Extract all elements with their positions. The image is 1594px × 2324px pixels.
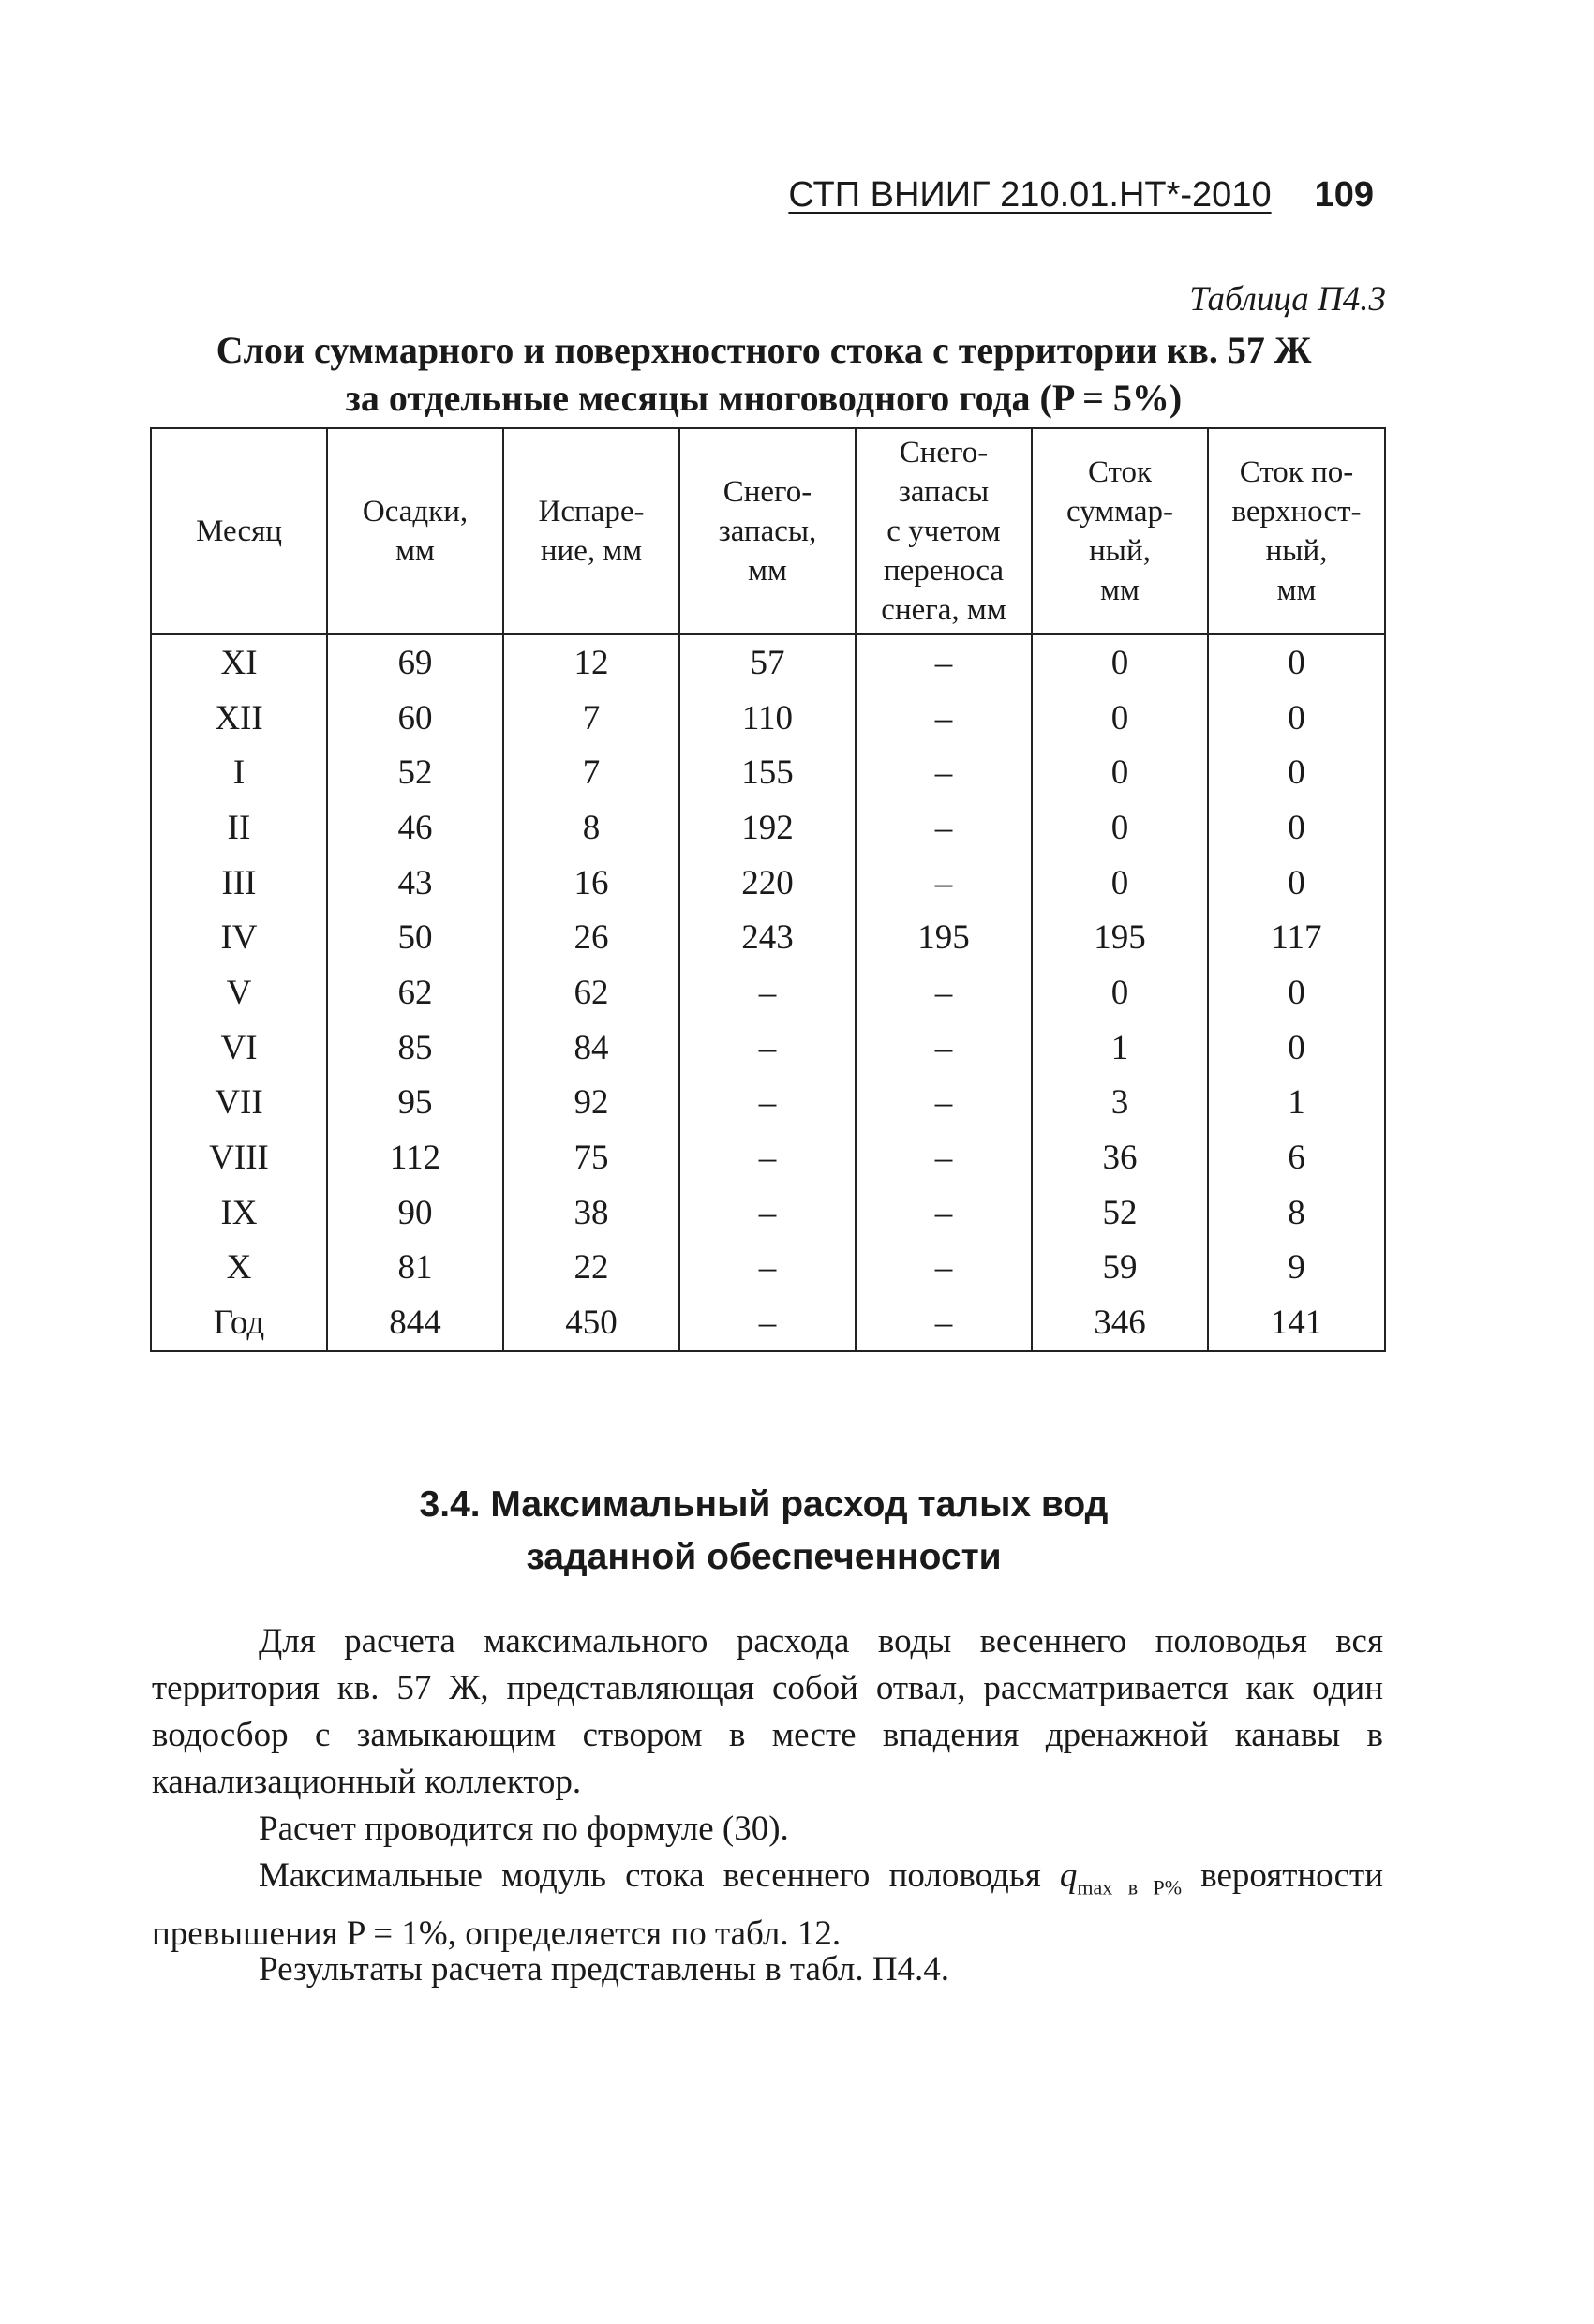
value-cell: 1 xyxy=(1208,1076,1385,1131)
value-cell: 95 xyxy=(327,1076,503,1131)
value-cell: 84 xyxy=(503,1020,679,1076)
column-header-line: ный, xyxy=(1265,534,1328,568)
value-cell: – xyxy=(856,800,1032,856)
month-cell: X xyxy=(151,1241,327,1296)
table-body xyxy=(151,634,1385,1351)
value-cell: 0 xyxy=(1032,745,1208,800)
section-heading-line-2: заданной обеспеченности xyxy=(526,1537,1002,1577)
month-cell: III xyxy=(151,856,327,911)
column-header-line: переноса xyxy=(883,554,1005,588)
value-cell: 81 xyxy=(327,1241,503,1296)
column-header-line: верхност- xyxy=(1231,495,1362,529)
month-cell: VII xyxy=(151,1076,327,1131)
running-header xyxy=(788,167,1374,223)
table-header xyxy=(151,428,1385,634)
value-cell: 57 xyxy=(679,634,856,691)
value-cell: 3 xyxy=(1032,1076,1208,1131)
table-row xyxy=(151,691,1385,746)
month-cell: VI xyxy=(151,1020,327,1076)
value-cell: 26 xyxy=(503,910,679,965)
value-cell: 69 xyxy=(327,634,503,691)
value-cell: 43 xyxy=(327,856,503,911)
value-cell: 75 xyxy=(503,1130,679,1185)
value-cell: – xyxy=(856,1020,1032,1076)
column-header-line: Снего- xyxy=(899,436,989,469)
month-cell: VIII xyxy=(151,1130,327,1185)
document-code: СТП ВНИИГ 210.01.НТ*-2010 xyxy=(788,174,1272,215)
page-number: 109 xyxy=(1314,174,1374,215)
column-header-line: запасы, xyxy=(718,514,817,548)
value-cell: 59 xyxy=(1032,1241,1208,1296)
value-cell: 192 xyxy=(679,800,856,856)
table-row xyxy=(151,1076,1385,1131)
column-header xyxy=(856,428,1032,634)
column-header-line: с учетом xyxy=(886,514,1001,548)
value-cell: 22 xyxy=(503,1241,679,1296)
value-cell: 844 xyxy=(327,1295,503,1351)
column-header xyxy=(1208,428,1385,634)
table-row xyxy=(151,800,1385,856)
table-row xyxy=(151,1295,1385,1351)
column-header-line: Испаре- xyxy=(538,495,645,529)
month-cell: XI xyxy=(151,634,327,691)
column-header-line: суммар- xyxy=(1066,495,1173,529)
table-title-line-1: Слои суммарного и поверхностного стока с территории кв. 57 Ж xyxy=(216,329,1312,371)
paragraph-results: Результаты расчета представлены в табл. П4.4. xyxy=(259,1950,950,1989)
table-row xyxy=(151,1241,1385,1296)
value-cell: 0 xyxy=(1208,800,1385,856)
table-row xyxy=(151,1130,1385,1185)
value-cell: 9 xyxy=(1208,1241,1385,1296)
runoff-table xyxy=(150,427,1386,1352)
section-heading-line-1: 3.4. Максимальный расход талых вод xyxy=(419,1484,1109,1525)
value-cell: 50 xyxy=(327,910,503,965)
value-cell: – xyxy=(679,1295,856,1351)
value-cell: 155 xyxy=(679,745,856,800)
column-header-line: запасы xyxy=(898,475,990,509)
value-cell: 52 xyxy=(1032,1185,1208,1241)
column-header-line: мм xyxy=(395,534,435,568)
value-cell: 0 xyxy=(1032,691,1208,746)
value-cell: 38 xyxy=(503,1185,679,1241)
value-cell: – xyxy=(679,1076,856,1131)
value-cell: 16 xyxy=(503,856,679,911)
value-cell: 60 xyxy=(327,691,503,746)
value-cell: 0 xyxy=(1208,691,1385,746)
value-cell: – xyxy=(856,1185,1032,1241)
table-row xyxy=(151,910,1385,965)
value-cell: 0 xyxy=(1208,634,1385,691)
value-cell: – xyxy=(856,1076,1032,1131)
value-cell: 1 xyxy=(1032,1020,1208,1076)
value-cell: 220 xyxy=(679,856,856,911)
value-cell: 92 xyxy=(503,1076,679,1131)
column-header-line: мм xyxy=(1100,574,1140,607)
value-cell: 8 xyxy=(503,800,679,856)
column-header-line: Осадки, xyxy=(362,495,469,529)
month-cell: XII xyxy=(151,691,327,746)
value-cell: – xyxy=(679,1241,856,1296)
month-cell: IX xyxy=(151,1185,327,1241)
value-cell: 62 xyxy=(503,965,679,1020)
table-label: Таблица П4.3 xyxy=(1189,280,1386,319)
value-cell: 0 xyxy=(1208,965,1385,1020)
table-row xyxy=(151,745,1385,800)
table-row xyxy=(151,634,1385,691)
column-header-line: Снего- xyxy=(723,475,812,509)
table-row xyxy=(151,856,1385,911)
value-cell: – xyxy=(856,856,1032,911)
month-cell: IV xyxy=(151,910,327,965)
value-cell: – xyxy=(679,1185,856,1241)
value-cell: – xyxy=(856,634,1032,691)
column-header xyxy=(503,428,679,634)
paragraph-catchment: Для расчета максимального расхода воды весеннего половодья вся территория кв. 57 Ж, представляющая собой отвал, рассматривается как один водосбор с замыкающим створом в месте впадения дренажной канавы в канализационный коллектор. xyxy=(152,1622,1383,1801)
column-header-line: Сток по- xyxy=(1239,455,1354,489)
column-header-line: ние, мм xyxy=(540,534,643,568)
value-cell: 46 xyxy=(327,800,503,856)
column-header-line: мм xyxy=(1276,574,1317,607)
value-cell: – xyxy=(856,745,1032,800)
value-cell: 110 xyxy=(679,691,856,746)
value-cell: 12 xyxy=(503,634,679,691)
month-cell: Год xyxy=(151,1295,327,1351)
column-header-line: снега, мм xyxy=(881,593,1006,627)
value-cell: 0 xyxy=(1208,745,1385,800)
column-header-line: ный, xyxy=(1089,534,1151,568)
value-cell: 7 xyxy=(503,691,679,746)
value-cell: 6 xyxy=(1208,1130,1385,1185)
column-header-line: Месяц xyxy=(196,514,282,548)
value-cell: 195 xyxy=(856,910,1032,965)
value-cell: 346 xyxy=(1032,1295,1208,1351)
q-max-variable xyxy=(1059,1856,1183,1899)
value-cell: 90 xyxy=(327,1185,503,1241)
table-row xyxy=(151,1020,1385,1076)
paragraph-formula: Расчет проводится по формуле (30). xyxy=(259,1810,789,1848)
value-cell: 0 xyxy=(1032,634,1208,691)
value-cell: 62 xyxy=(327,965,503,1020)
table-title xyxy=(141,326,1387,422)
table-row xyxy=(151,965,1385,1020)
value-cell: – xyxy=(856,965,1032,1020)
column-header xyxy=(151,428,327,634)
value-cell: 0 xyxy=(1208,1020,1385,1076)
month-cell: II xyxy=(151,800,327,856)
value-cell: – xyxy=(856,691,1032,746)
value-cell: 0 xyxy=(1032,800,1208,856)
column-header xyxy=(679,428,856,634)
table-header-row xyxy=(151,428,1385,634)
value-cell: 450 xyxy=(503,1295,679,1351)
paragraph-runoff-modulus-end: вероятности превышения P = 1%, определяется по табл. 12. xyxy=(152,1856,1384,1954)
column-header-line: Сток xyxy=(1087,455,1153,489)
column-header-line: мм xyxy=(748,554,787,588)
value-cell: 0 xyxy=(1032,856,1208,911)
value-cell: – xyxy=(856,1241,1032,1296)
value-cell: 0 xyxy=(1032,965,1208,1020)
value-cell: 7 xyxy=(503,745,679,800)
value-cell: 112 xyxy=(327,1130,503,1185)
paragraph-runoff-modulus-start: Максимальные модуль стока весеннего половодья xyxy=(259,1856,1060,1895)
value-cell: 195 xyxy=(1032,910,1208,965)
value-cell: 36 xyxy=(1032,1130,1208,1185)
value-cell: – xyxy=(856,1295,1032,1351)
q-max-subscript: max в P% xyxy=(1077,1875,1183,1899)
column-header xyxy=(1032,428,1208,634)
value-cell: – xyxy=(679,965,856,1020)
value-cell: 0 xyxy=(1208,856,1385,911)
value-cell: – xyxy=(679,1130,856,1185)
table-title-line-2: за отдельные месяцы многоводного года (P = 5%) xyxy=(345,377,1183,419)
section-heading xyxy=(141,1479,1387,1584)
value-cell: 141 xyxy=(1208,1295,1385,1351)
value-cell: 52 xyxy=(327,745,503,800)
month-cell: I xyxy=(151,745,327,800)
value-cell: – xyxy=(679,1020,856,1076)
value-cell: – xyxy=(856,1130,1032,1185)
value-cell: 243 xyxy=(679,910,856,965)
month-cell: V xyxy=(151,965,327,1020)
paragraph-runoff-modulus xyxy=(152,1853,1383,1958)
value-cell: 8 xyxy=(1208,1185,1385,1241)
table-row xyxy=(151,1185,1385,1241)
value-cell: 85 xyxy=(327,1020,503,1076)
q-variable: q xyxy=(1059,1856,1078,1895)
column-header xyxy=(327,428,503,634)
value-cell: 117 xyxy=(1208,910,1385,965)
